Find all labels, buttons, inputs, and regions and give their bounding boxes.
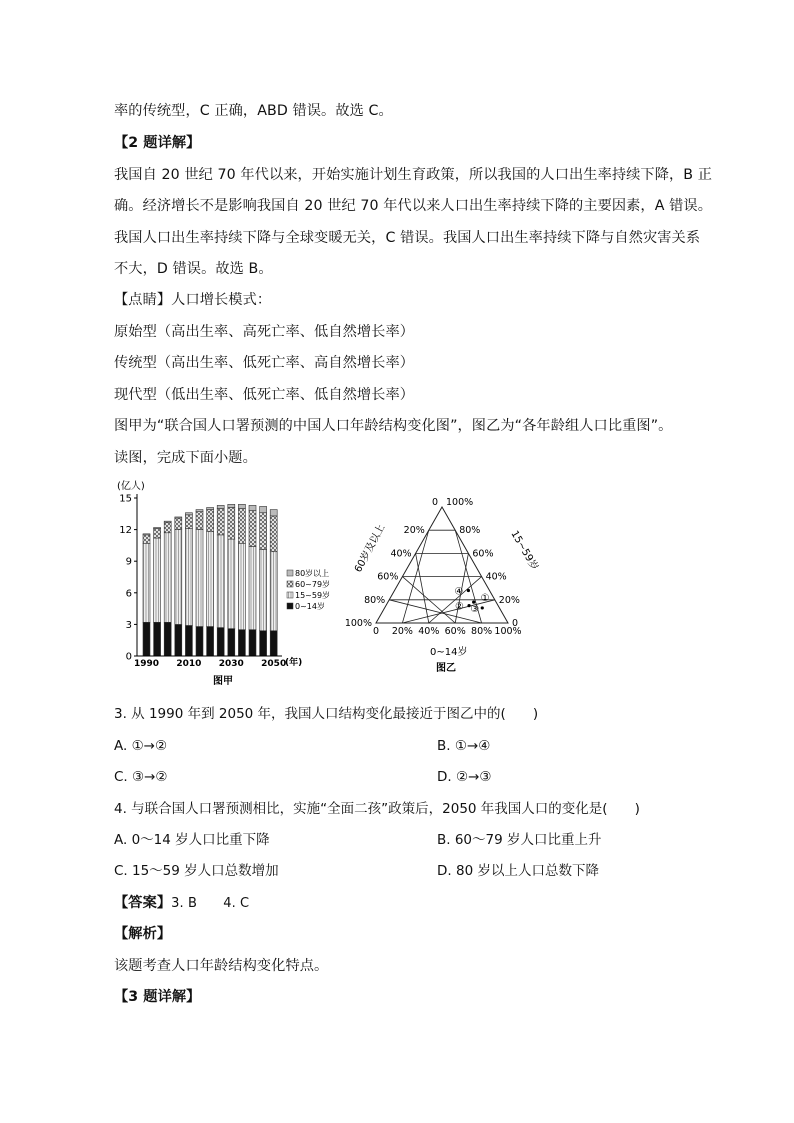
bar-segment — [175, 518, 182, 530]
intro-text: 读图，完成下面小题。 — [114, 450, 257, 466]
section-heading: 【3 题详解】 — [114, 989, 201, 1005]
bar-segment — [238, 543, 245, 629]
legend-swatch — [287, 603, 293, 609]
ternary-outline — [376, 507, 508, 623]
chart-caption: 图甲 — [213, 676, 233, 687]
x-tick-label: 2050 — [261, 659, 287, 669]
bar-segment — [238, 504, 245, 508]
tip-heading: 【点睛】人口增长模式： — [114, 292, 272, 308]
bar-segment — [164, 522, 171, 533]
bar-segment — [143, 534, 150, 535]
x-tick-label: 2010 — [176, 659, 202, 669]
legend-swatch — [287, 570, 293, 576]
option-4d[interactable]: D. 80 岁以上人口总数下降 — [437, 863, 599, 879]
bar-segment — [175, 624, 182, 656]
bar-segment — [143, 543, 150, 622]
bar-segment — [228, 539, 235, 629]
paragraph-text: 我国人口出生率持续下降与全球变暖无关，C 错误。我国人口出生率持续下降与自然灾害关系 — [114, 230, 701, 246]
population-bar-chart — [115, 478, 331, 688]
ternary-top-label: 0 — [431, 497, 438, 508]
ternary-top-pct: 100% — [446, 497, 474, 508]
bar-segment — [154, 538, 161, 622]
bar-segment — [260, 550, 267, 631]
model-line: 传统型（高出生率、低死亡率、高自然增长率） — [114, 355, 415, 371]
bar-segment — [196, 512, 203, 530]
model-line: 原始型（高出生率、高死亡率、低自然增长率） — [114, 324, 415, 340]
bar-segment — [270, 510, 277, 516]
y-tick-label: 15 — [119, 493, 132, 505]
right-tick-label: 20% — [498, 594, 520, 606]
right-tick-label: 0 — [512, 618, 519, 629]
left-tick-label: 40% — [390, 548, 412, 560]
question-4: 4. 与联合国人口署预测相比，实施“全面二孩”政策后，2050 年我国人口的变化是( ) — [114, 801, 640, 817]
bar-segment — [249, 630, 256, 656]
section-heading: 【2 题详解】 — [114, 135, 201, 151]
bar-segment — [217, 505, 224, 508]
option-3b[interactable]: B. ①→④ — [437, 738, 491, 754]
point-label: ④ — [454, 586, 464, 598]
bottom-tick-label: 0 — [372, 626, 380, 637]
right-tick-label: 40% — [485, 571, 507, 583]
bottom-tick-label: 40% — [418, 626, 440, 637]
paragraph-text: 我国自 20 世纪 70 年代以来，开始实施计划生育政策，所以我国的人口出生率持续下降，B 正 — [114, 167, 713, 183]
y-tick-label: 3 — [125, 619, 132, 631]
legend-swatch — [287, 581, 293, 587]
bar-segment — [270, 552, 277, 631]
bar-segment — [228, 507, 235, 539]
y-tick-label: 0 — [125, 651, 132, 663]
bar-segment — [207, 507, 214, 509]
y-tick-label: 6 — [125, 588, 132, 600]
analysis-label: 【解析】 — [114, 926, 172, 942]
bar-segment — [196, 510, 203, 512]
y-tick-label: 9 — [125, 556, 132, 568]
bottom-tick-label: 100% — [494, 626, 522, 637]
bottom-axis-title: 0~14岁 — [430, 647, 468, 658]
bottom-tick-label: 20% — [391, 626, 413, 637]
bar-segment — [154, 529, 161, 538]
bar-segment — [207, 510, 214, 532]
legend-swatch — [287, 592, 293, 598]
bar-segment — [154, 527, 161, 528]
bar-segment — [238, 630, 245, 656]
analysis-text: 该题考查人口年龄结构变化特点。 — [114, 958, 329, 974]
legend-label: 0~14岁 — [295, 602, 325, 611]
bottom-tick-label: 80% — [471, 626, 493, 637]
y-axis-label: (亿人) — [117, 481, 145, 492]
right-tick-label: 60% — [472, 548, 494, 560]
paragraph-text: 确。经济增长不是影响我国自 20 世纪 70 年代以来人口出生率持续下降的主要因素，A 错误。 — [114, 198, 713, 214]
data-point — [467, 589, 470, 592]
point-label: ① — [480, 593, 490, 605]
left-tick-label: 80% — [364, 594, 386, 606]
legend-label: 80岁以上 — [295, 569, 330, 578]
bar-segment — [207, 532, 214, 627]
bar-segment — [185, 625, 192, 656]
grid-line — [416, 553, 429, 623]
x-tick-label: 2030 — [218, 659, 244, 669]
bar-segment — [260, 506, 267, 512]
bar-segment — [143, 535, 150, 543]
x-axis-unit: (年) — [285, 658, 303, 668]
right-tick-label: 80% — [459, 525, 481, 537]
bar-segment — [217, 535, 224, 628]
bar-segment — [196, 627, 203, 656]
bar-segment — [228, 629, 235, 656]
bar-segment — [260, 631, 267, 656]
question-3: 3. 从 1990 年到 2050 年，我国人口结构变化最接近于图乙中的( ) — [114, 706, 539, 722]
bar-segment — [143, 622, 150, 656]
answer-label: 【答案】 — [114, 895, 172, 911]
left-tick-label: 100% — [344, 618, 372, 629]
bar-segment — [164, 533, 171, 623]
left-tick-label: 20% — [403, 525, 425, 537]
option-3d[interactable]: D. ②→③ — [437, 769, 492, 785]
bar-segment — [249, 546, 256, 629]
option-3c[interactable]: C. ③→② — [114, 769, 168, 785]
right-axis-title: 15~59岁 — [508, 529, 540, 573]
option-4a[interactable]: A. 0～14 岁人口比重下降 — [114, 832, 270, 848]
bar-segment — [207, 627, 214, 656]
option-4b[interactable]: B. 60～79 岁人口比重上升 — [437, 832, 602, 848]
bar-segment — [238, 509, 245, 544]
bar-segment — [217, 628, 224, 656]
answer-line — [114, 893, 249, 914]
bar-segment — [164, 622, 171, 656]
bar-segment — [270, 516, 277, 552]
paragraph-text: 不大，D 错误。故选 B。 — [114, 261, 273, 277]
model-line: 现代型（低出生率、低死亡率、低自然增长率） — [114, 387, 415, 403]
bar-segment — [249, 511, 256, 547]
option-3a[interactable]: A. ①→② — [114, 738, 168, 754]
bar-segment — [228, 504, 235, 507]
bar-segment — [185, 513, 192, 515]
bar-segment — [260, 513, 267, 550]
legend-label: 60~79岁 — [295, 580, 331, 589]
legend-label: 15~59岁 — [295, 591, 331, 600]
intro-text: 图甲为“联合国人口署预测的中国人口年龄结构变化图”，图乙为“各年龄组人口比重图”。 — [114, 418, 673, 434]
bottom-tick-label: 60% — [444, 626, 466, 637]
y-tick-label: 12 — [119, 525, 132, 537]
figure-caption: 图乙 — [436, 663, 456, 674]
bar-segment — [270, 631, 277, 656]
data-point — [481, 606, 484, 609]
bar-segment — [185, 529, 192, 626]
left-tick-label: 60% — [377, 571, 399, 583]
bar-segment — [249, 505, 256, 510]
option-4c[interactable]: C. 15～59 岁人口总数增加 — [114, 863, 279, 879]
bar-segment — [217, 509, 224, 535]
bar-segment — [175, 530, 182, 625]
point-label: ② — [455, 601, 465, 613]
age-ternary-diagram — [330, 493, 555, 675]
bar-segment — [196, 530, 203, 627]
bar-segment — [185, 515, 192, 529]
bar-segment — [164, 521, 171, 522]
point-label: ③ — [470, 603, 480, 615]
answer-text: 3. B 4. C — [171, 896, 250, 911]
x-tick-label: 1990 — [133, 659, 160, 669]
bar-segment — [154, 622, 161, 656]
paragraph-text: 率的传统型，C 正确，ABD 错误。故选 C。 — [114, 103, 393, 119]
bar-segment — [175, 517, 182, 518]
left-axis-title: 60岁及以上 — [352, 522, 388, 575]
